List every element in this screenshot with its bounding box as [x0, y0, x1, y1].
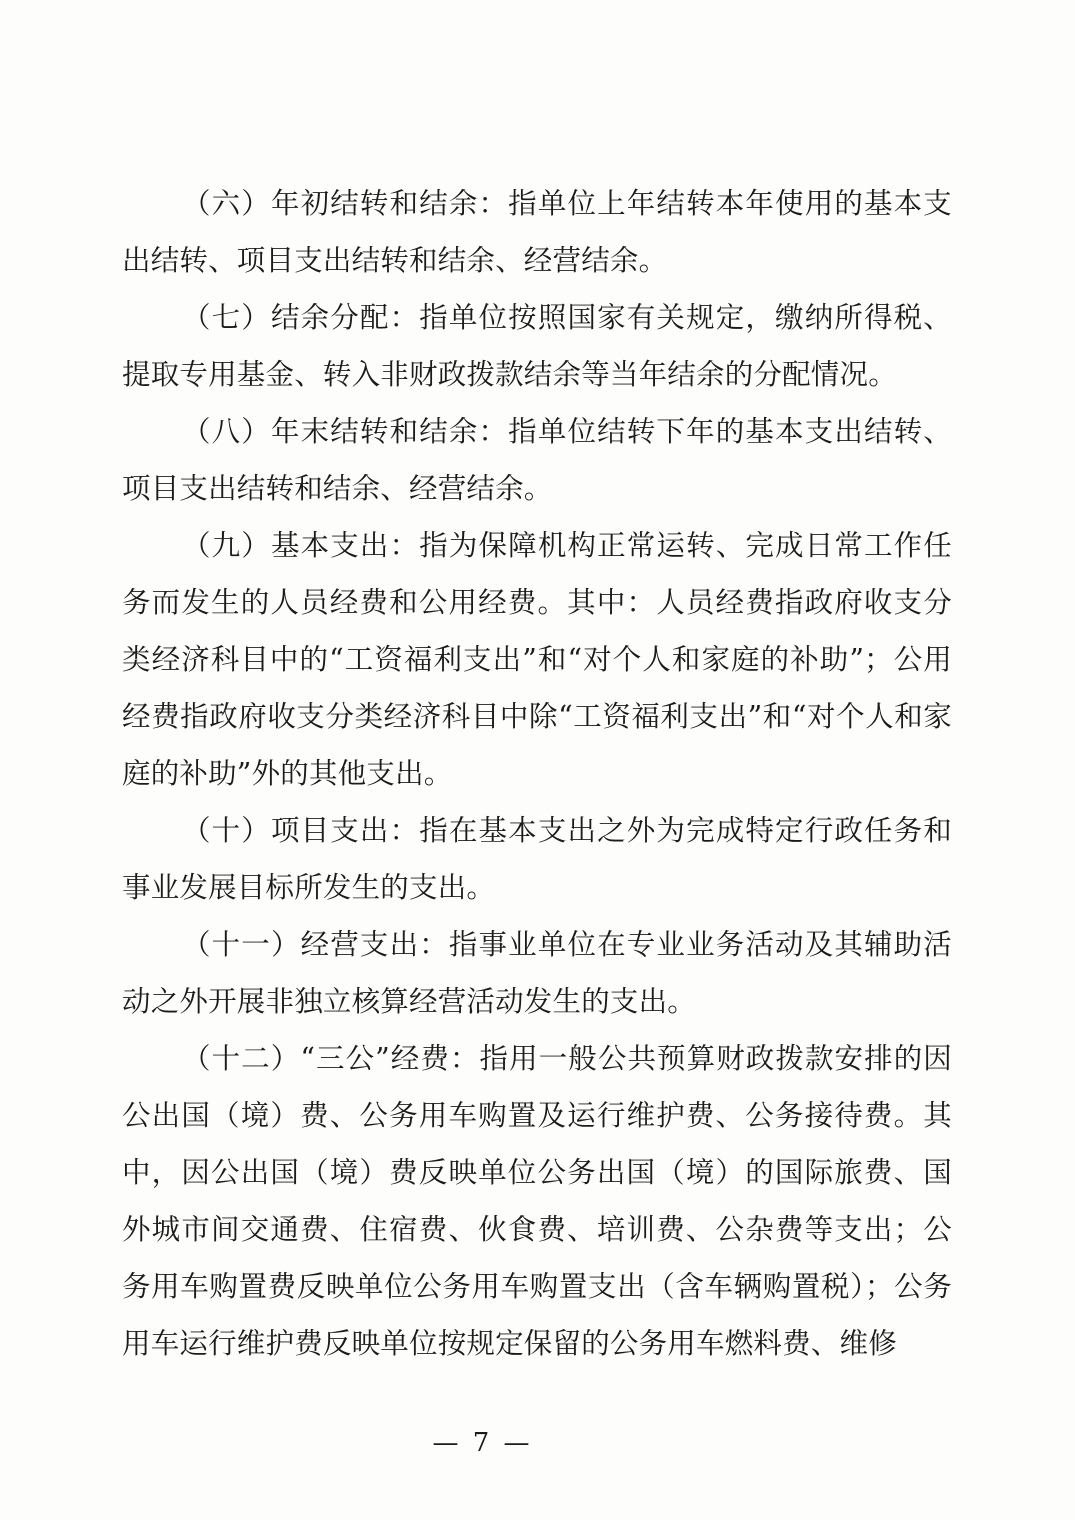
- paragraph-9: （九）基本支出：指为保障机构正常运转、完成日常工作任务而发生的人员经费和公用经费。其中：人员经费指政府收支分类经济科目中的“工资福利支出”和“对个人和家庭的补助”；公用经费指政府收支分类经济科目中除“工资福利支出”和“对个人和家庭的补助”外的其他支出。: [122, 529, 952, 790]
- paragraph-10: （十）项目支出：指在基本支出之外为完成特定行政任务和事业发展目标所发生的支出。: [122, 814, 952, 904]
- paragraph-8: （八）年末结转和结余：指单位结转下年的基本支出结转、项目支出结转和结余、经营结余。: [122, 415, 952, 505]
- paragraph-7: （七）结余分配：指单位按照国家有关规定，缴纳所得税、提取专用基金、转入非财政拨款结余等当年结余的分配情况。: [122, 301, 952, 391]
- paragraph-12: （十二）“三公”经费：指用一般公共预算财政拨款安排的因公出国（境）费、公务用车购置及运行维护费、公务接待费。其中，因公出国（境）费反映单位公务出国（境）的国际旅费、国外城市间交通费、住宿费、伙食费、培训费、公杂费等支出；公务用车购置费反映单位公务用车购置支出（含车辆购置税）；公务用车运行维护费反映单位按规定保留的公务用车燃料费、维修: [122, 1042, 952, 1360]
- document-body: [122, 175, 952, 1372]
- page-number: — 7 —: [432, 1428, 533, 1458]
- paragraph-11: （十一）经营支出：指事业单位在专业业务活动及其辅助活动之外开展非独立核算经营活动发生的支出。: [122, 928, 952, 1018]
- page-footer: [0, 1428, 1075, 1458]
- paragraph-6: （六）年初结转和结余：指单位上年结转本年使用的基本支出结转、项目支出结转和结余、经营结余。: [122, 187, 952, 277]
